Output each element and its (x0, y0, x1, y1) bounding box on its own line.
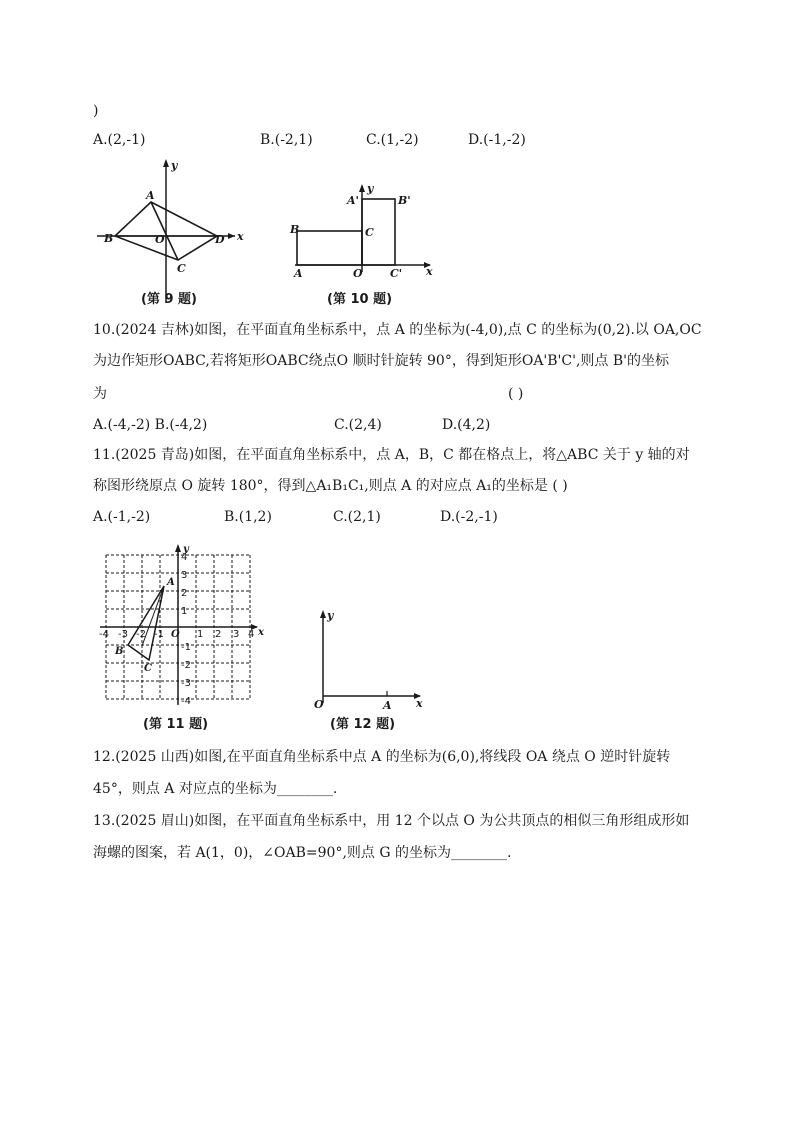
fig11-xtick--1: -1 (154, 629, 164, 640)
q11-line2: 称图形绕原点 O 旋转 180°，得到△A₁B₁C₁,则点 A 的对应点 A₁的坐标是 ( ) (93, 478, 568, 494)
fig11-label-y: y (183, 544, 189, 555)
fig9-label-a: A (146, 189, 155, 202)
figure-9 (95, 155, 255, 310)
fig11-xtick-1: 1 (197, 629, 204, 640)
fig11-xtick-3: 3 (233, 629, 240, 640)
fig10-caption: (第 10 题) (327, 292, 393, 307)
q9-option-d: D.(-1,-2) (468, 132, 526, 148)
fig11-ytick-1: 1 (181, 606, 188, 617)
q9-option-a: A.(2,-1) (93, 132, 146, 148)
q11-option-c: C.(2,1) (333, 509, 381, 525)
figure-12 (300, 605, 435, 735)
q10-line3: 为 (93, 386, 107, 402)
fig12-label-y: y (327, 609, 334, 622)
fig9-label-y: y (171, 159, 178, 172)
figure-10 (285, 180, 445, 310)
fig10-label-bp: B' (398, 194, 411, 207)
q11-line1: 11.(2025 青岛)如图，在平面直角坐标系中，点 A，B，C 都在格点上，将△ABC 关于 y 轴的对 (93, 447, 690, 463)
fig10-label-b: B (290, 223, 300, 236)
fig9-label-c: C (177, 262, 186, 275)
fig9-label-o: O (155, 233, 165, 246)
fig11-xtick--4: -4 (99, 629, 109, 640)
fig11-label-c: C (144, 663, 152, 674)
fig11-ytick--1: -1 (181, 642, 191, 653)
rectangle-oabc (297, 231, 362, 265)
q10-line1: 10.(2024 吉林)如图，在平面直角坐标系中，点 A 的坐标为(-4,0),点 C 的坐标为(0,2).以 OA,OC (93, 322, 702, 338)
fig11-xtick-4: 4 (248, 629, 255, 640)
fig11-xtick--3: -3 (118, 629, 128, 640)
fig9-label-d: D (215, 233, 225, 246)
fig12-label-x: x (416, 697, 423, 710)
fig11-caption: (第 11 题) (143, 717, 209, 732)
q11-option-b: B.(1,2) (224, 509, 272, 525)
triangle-abc (128, 586, 164, 660)
fig9-caption: (第 9 题) (141, 292, 197, 307)
q12-line2: 45°，则点 A 对应点的坐标为________. (93, 781, 338, 797)
q10-option-c: C.(2,4) (334, 417, 382, 433)
fig11-xtick--2: -2 (136, 629, 146, 640)
fig10-label-cp: C' (390, 267, 403, 280)
q11-option-a: A.(-1,-2) (93, 509, 151, 525)
fig10-label-y: y (367, 182, 374, 195)
fig11-ytick-2: 2 (181, 588, 188, 599)
q10-answer-paren: ( ) (508, 386, 524, 402)
q10-option-d: D.(4,2) (442, 417, 491, 433)
fig11-ytick--2: -2 (181, 660, 191, 671)
fig10-label-c: C (365, 226, 374, 239)
q9-option-c: C.(1,-2) (366, 132, 419, 148)
fig11-ytick--4: -4 (181, 696, 191, 707)
fig11-ytick-4: 4 (181, 552, 188, 563)
fig12-label-o: O (314, 698, 324, 711)
fig10-label-a: A (294, 267, 303, 280)
fig12-caption: (第 12 题) (330, 717, 396, 732)
fig11-label-b: B (115, 646, 124, 657)
fig11-ytick--3: -3 (181, 678, 191, 689)
q10-line2: 为边作矩形OABC,若将矩形OABC绕点O 顺时针旋转 90°，得到矩形OA'B'C',则点 B'的坐标 (93, 353, 670, 369)
q9-tail: ) (93, 103, 99, 119)
fig10-label-o: O (353, 267, 363, 280)
q13-line2: 海螺的图案，若 A(1，0)，∠OAB=90°,则点 G 的坐标为________. (93, 845, 512, 861)
fig10-label-x: x (426, 265, 433, 278)
fig11-xtick-2: 2 (215, 629, 222, 640)
fig11-xtick-o: O (171, 629, 180, 640)
fig11-label-x: x (258, 627, 264, 638)
q13-line1: 13.(2025 眉山)如图，在平面直角坐标系中，用 12 个以点 O 为公共顶点的相似三角形组成形如 (93, 813, 690, 829)
fig12-label-a: A (383, 699, 392, 712)
fig11-ytick-3: 3 (181, 570, 188, 581)
q11-option-d: D.(-2,-1) (440, 509, 498, 525)
q9-option-b: B.(-2,1) (260, 132, 313, 148)
fig11-label-a: A (167, 577, 175, 588)
figure-11 (95, 540, 275, 740)
q12-line1: 12.(2025 山西)如图,在平面直角坐标系中点 A 的坐标为(6,0),将线段 OA 绕点 O 逆时针旋转 (93, 749, 671, 765)
q10-options-ab: A.(-4,-2) B.(-4,2) (93, 417, 208, 433)
fig9-label-x: x (237, 230, 244, 243)
fig10-label-ap: A' (347, 194, 359, 207)
fig9-label-b: B (104, 232, 114, 245)
